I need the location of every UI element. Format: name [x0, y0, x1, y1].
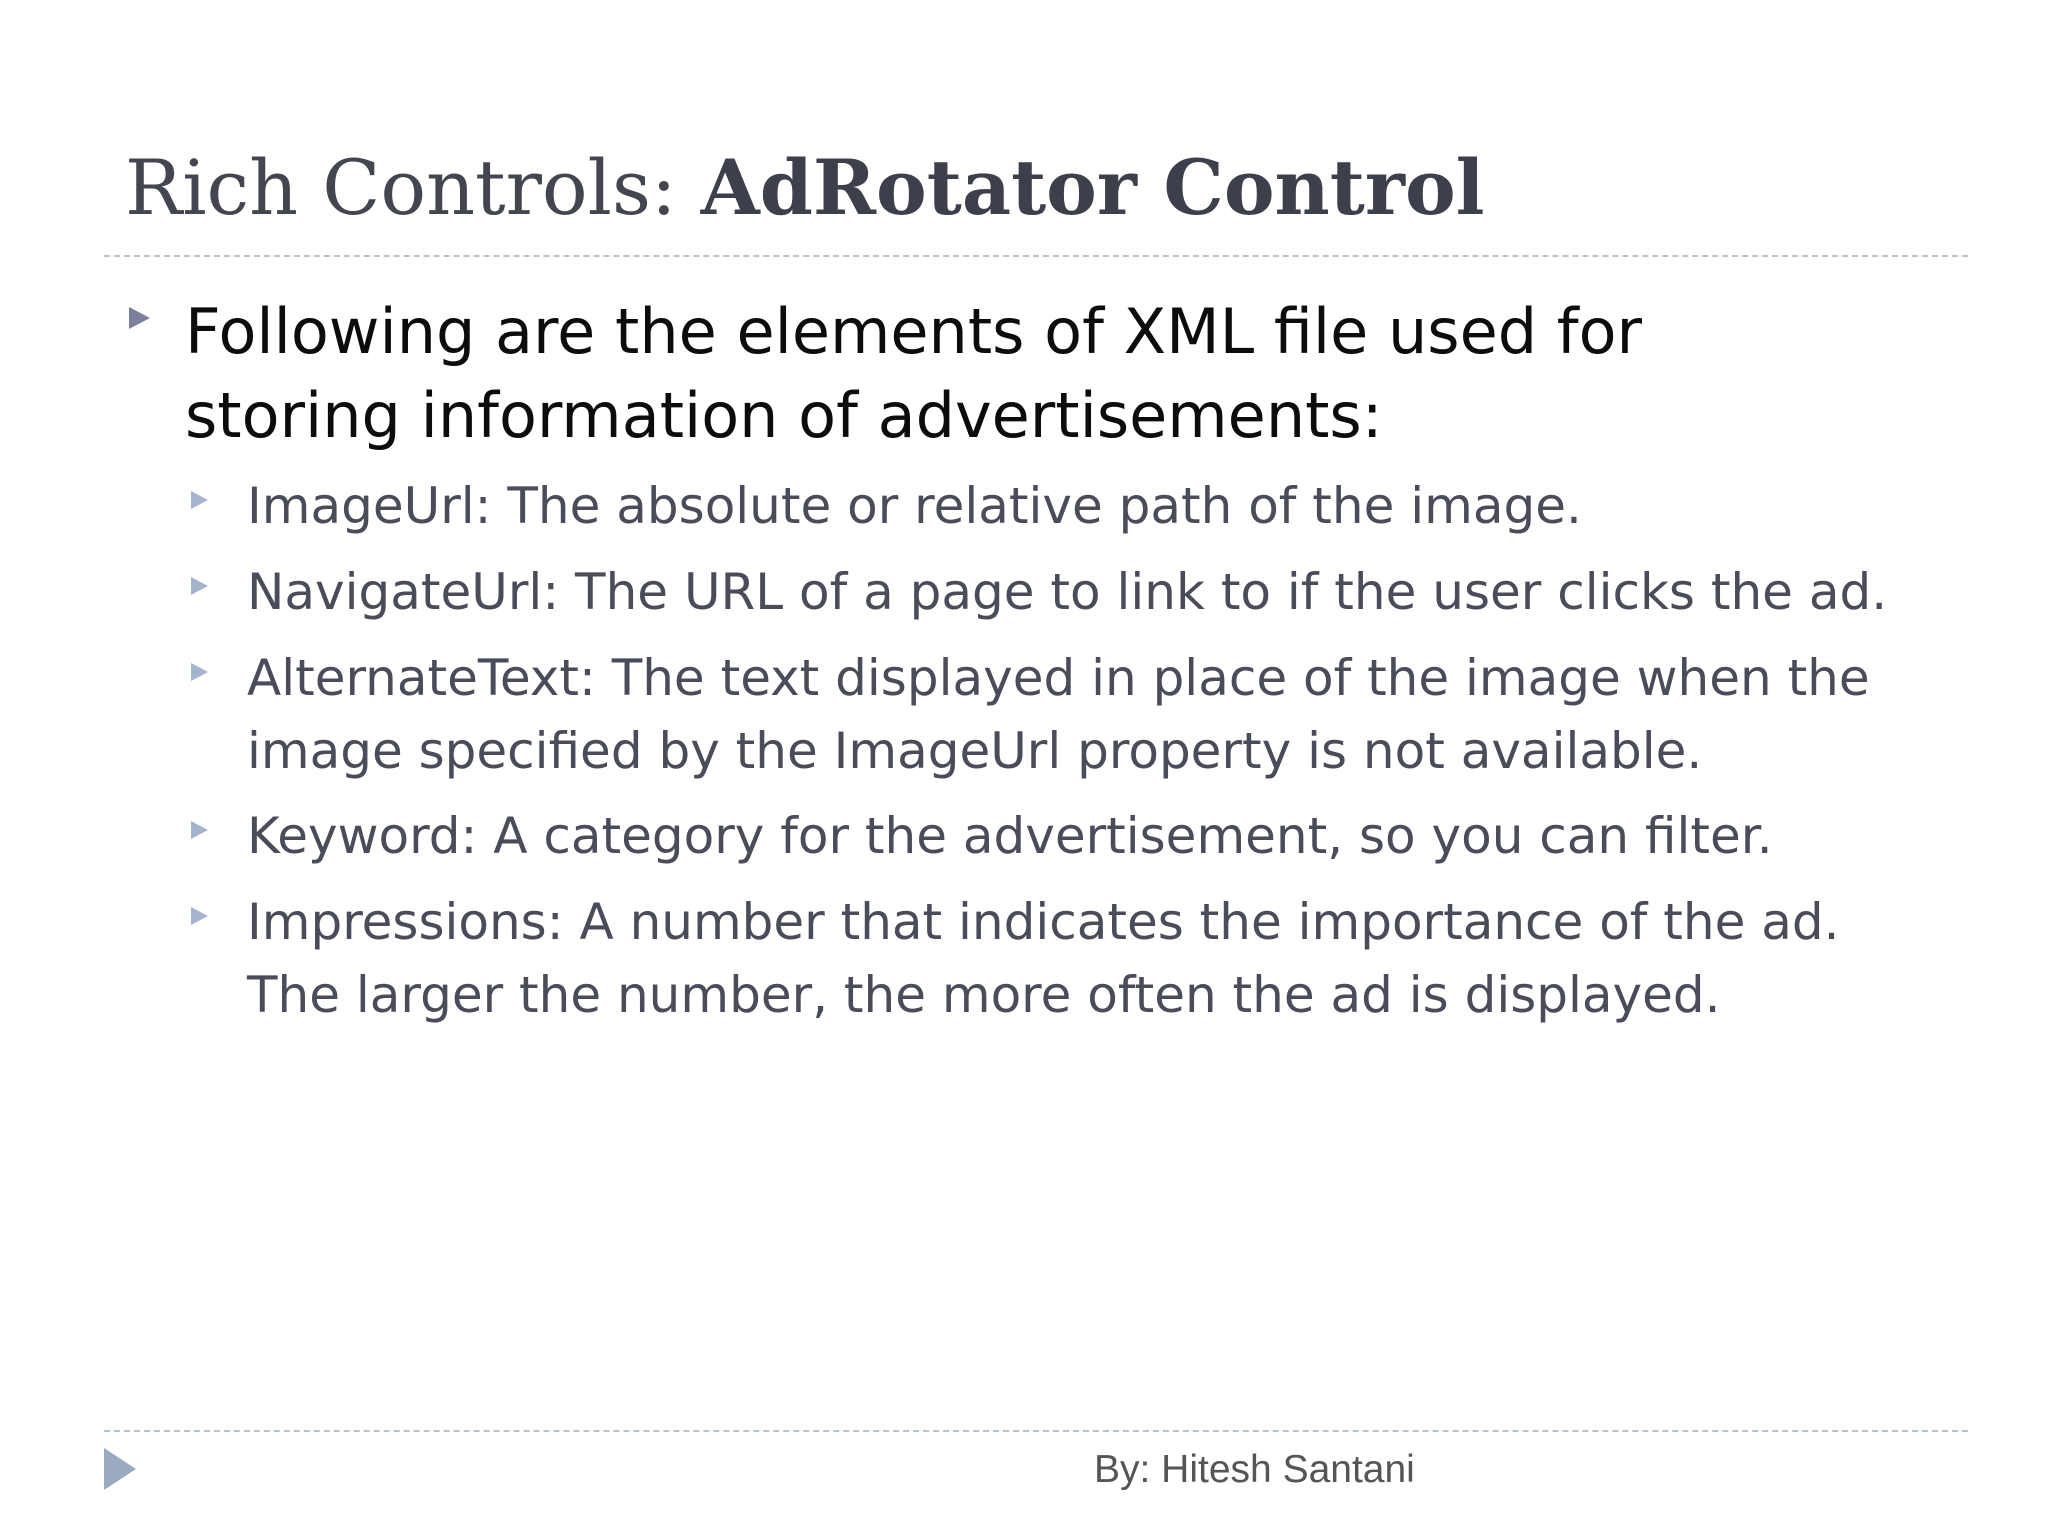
slide-title	[125, 143, 1485, 232]
sub-bullet-text: ImageUrl: The absolute or relative path of the image.	[247, 477, 1582, 535]
sub-bullet-arrow-icon	[191, 663, 208, 681]
sub-bullet-text: Keyword: A category for the advertisement, so you can filter.	[247, 807, 1773, 865]
sub-bullet-arrow-icon	[191, 577, 208, 595]
corner-triangle-icon	[104, 1448, 136, 1490]
sub-bullet-arrow-icon	[191, 907, 208, 925]
footer-author: By: Hitesh Santani	[1094, 1448, 1415, 1491]
title-prefix: Rich Controls:	[125, 143, 701, 232]
sub-bullet-text: NavigateUrl: The URL of a page to link to if the user clicks the ad.	[247, 563, 1888, 621]
footer-divider	[104, 1430, 1968, 1432]
bullet-arrow-icon	[129, 307, 150, 329]
title-divider	[104, 255, 1968, 257]
sub-bullet-arrow-icon	[191, 491, 208, 509]
bullet-text: Following are the elements of XML file used for storing information of advertisements:	[185, 295, 1643, 452]
sub-bullet-text: AlternateText: The text displayed in place of the image when the image specified by the ImageUrl property is not available.	[247, 649, 1870, 780]
sub-bullet-text: Impressions: A number that indicates the importance of the ad. The larger the number, the more often the ad is displayed.	[247, 893, 1840, 1024]
sub-bullet-arrow-icon	[191, 821, 208, 839]
title-bold: AdRotator Control	[700, 143, 1485, 232]
